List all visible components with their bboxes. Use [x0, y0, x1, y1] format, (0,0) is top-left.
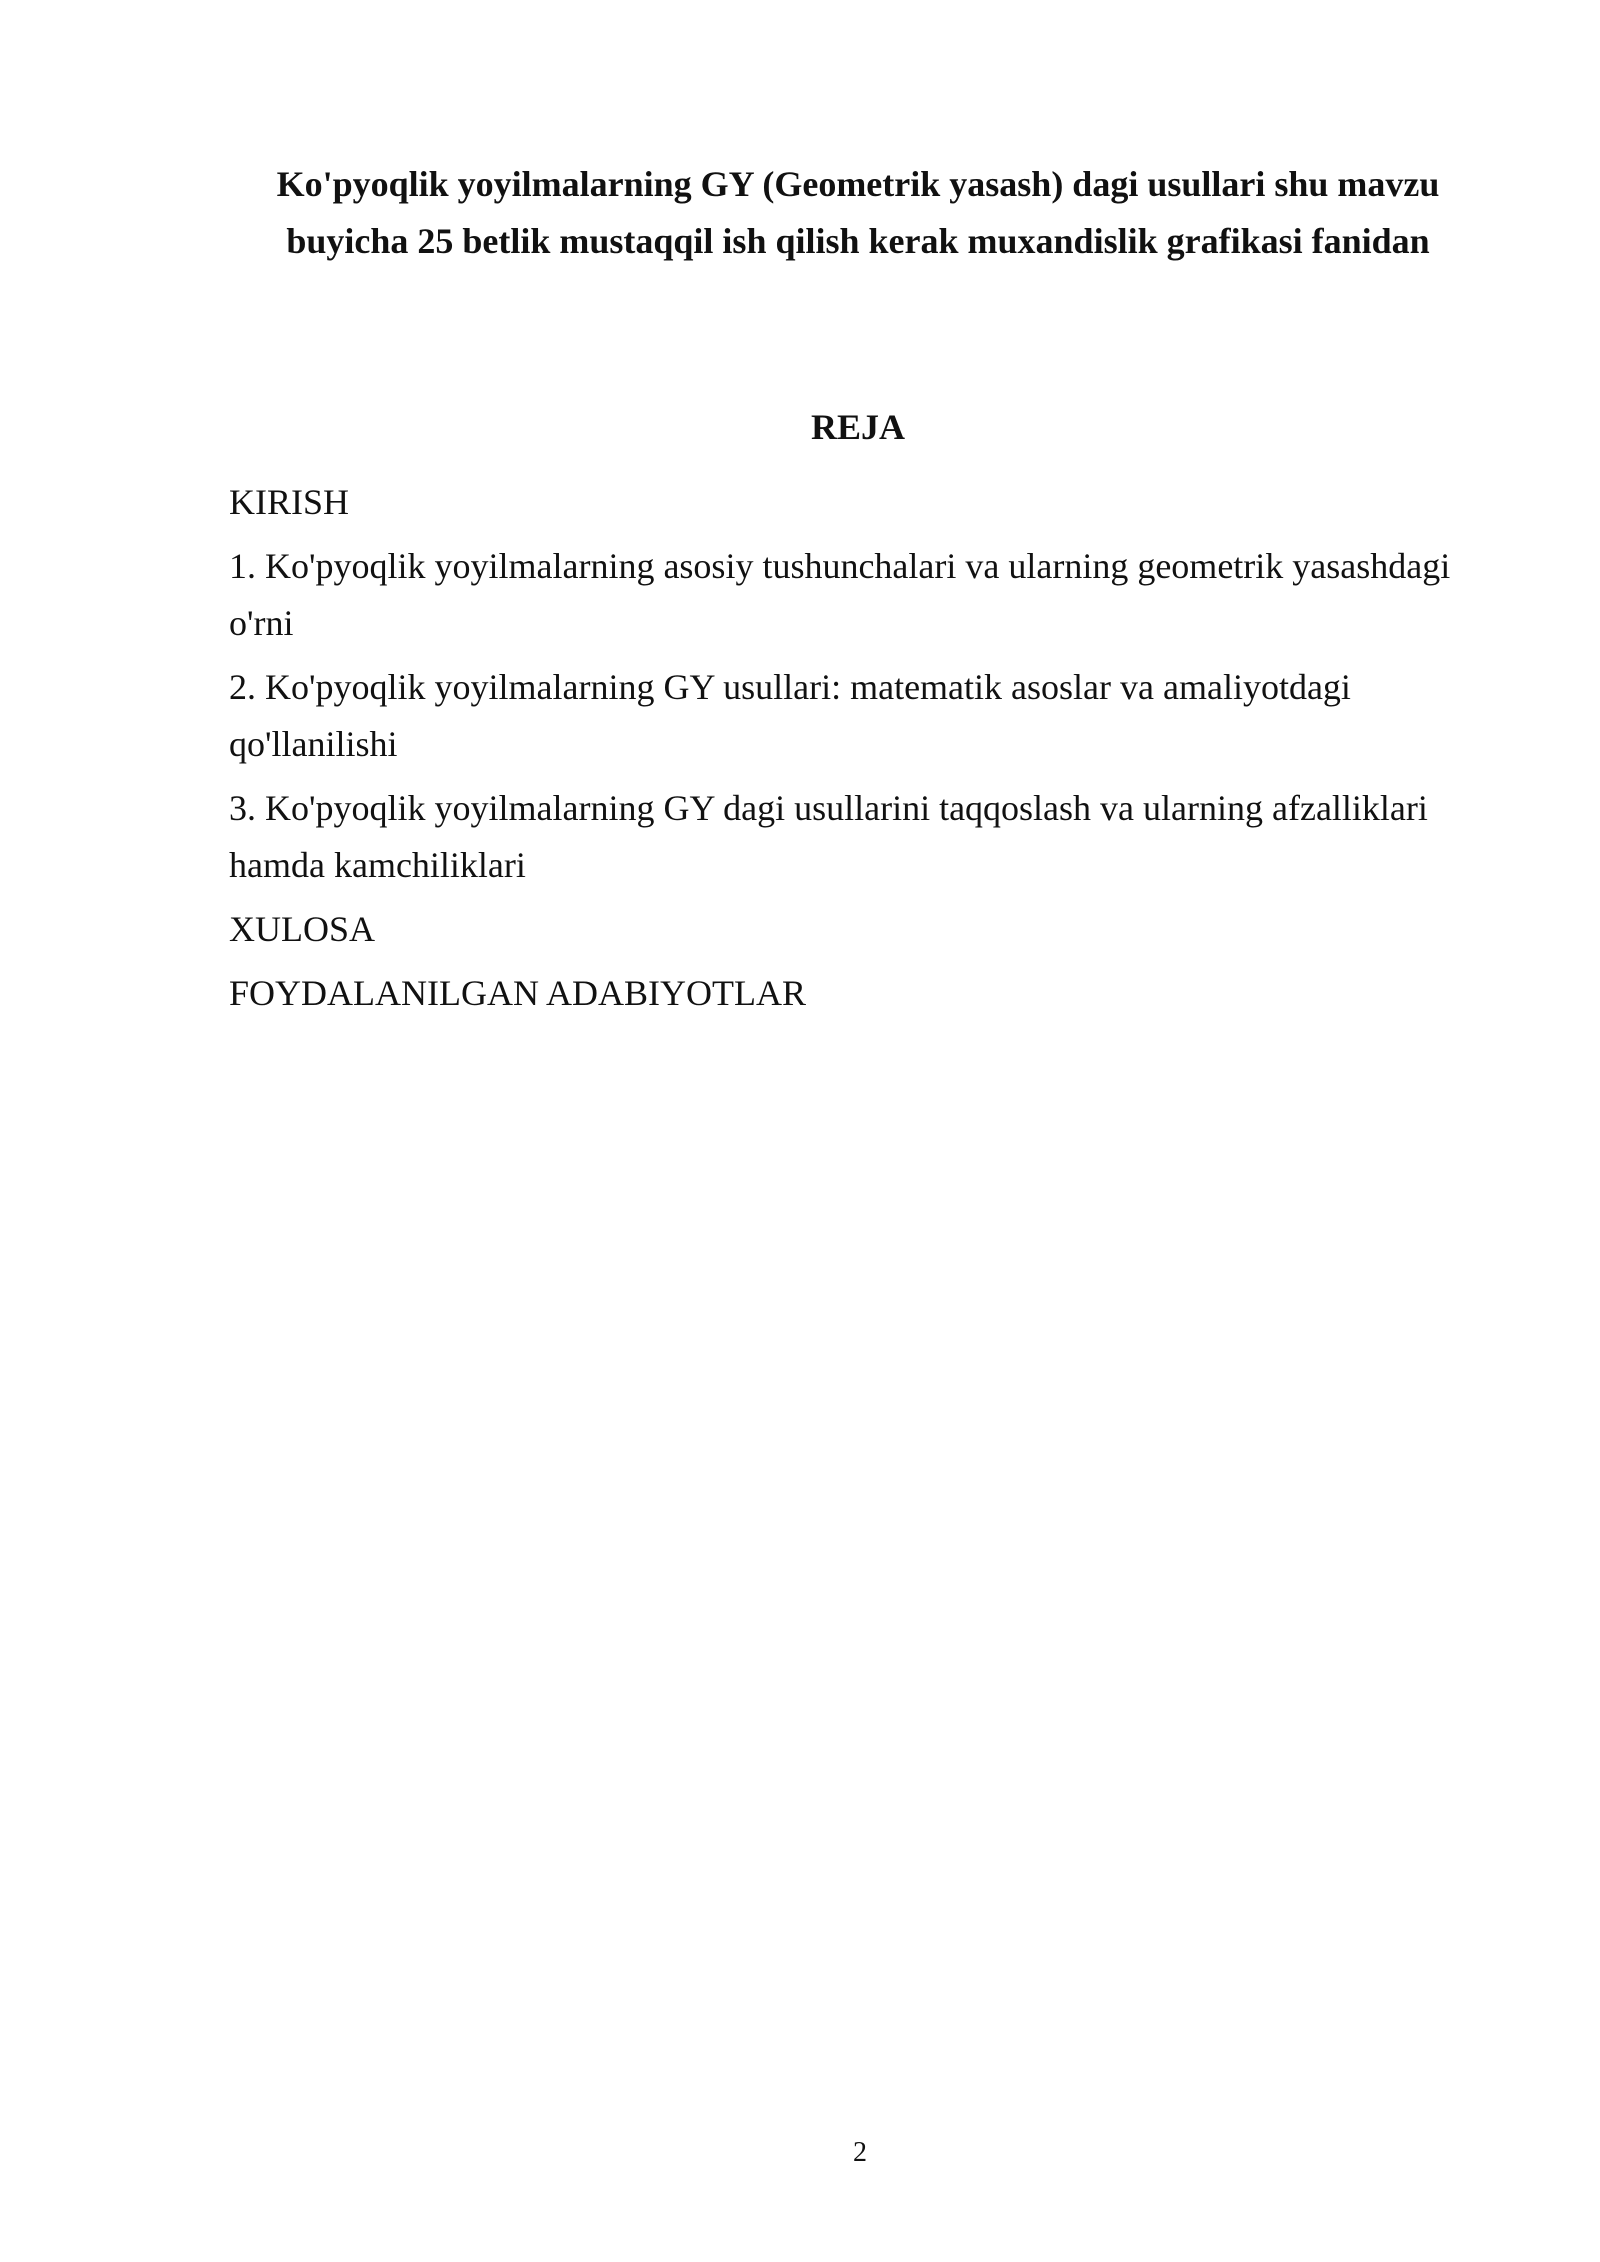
plan-item-introduction: KIRISH — [229, 482, 350, 522]
plan-item-conclusion: XULOSA — [229, 909, 376, 949]
plan-heading: REJA — [810, 407, 905, 447]
document-title: Ko'pyoqlik yoyilmalarning GY (Geometrik yasash) dagi usullari shu mavzu buyicha 25 betlik mustaqqil ish qilish kerak muxandislik grafikasi fanidan — [276, 164, 1440, 261]
plan-item-1: 1. Ko'pyoqlik yoyilmalarning asosiy tushunchalari va ularning geometrik yasashdagi o'rni — [229, 546, 1451, 643]
plan-list — [229, 474, 1519, 1029]
plan-item-references: FOYDALANILGAN ADABIYOTLAR — [229, 973, 806, 1013]
plan-item-3: 3. Ko'pyoqlik yoyilmalarning GY dagi usullarini taqqoslash va ularning afzalliklari hamda kamchiliklari — [229, 788, 1428, 885]
plan-item-2: 2. Ko'pyoqlik yoyilmalarning GY usullari: matematik asoslar va amaliyotdagi qo'llanilishi — [229, 667, 1351, 764]
page-number: 2 — [853, 2137, 867, 2168]
